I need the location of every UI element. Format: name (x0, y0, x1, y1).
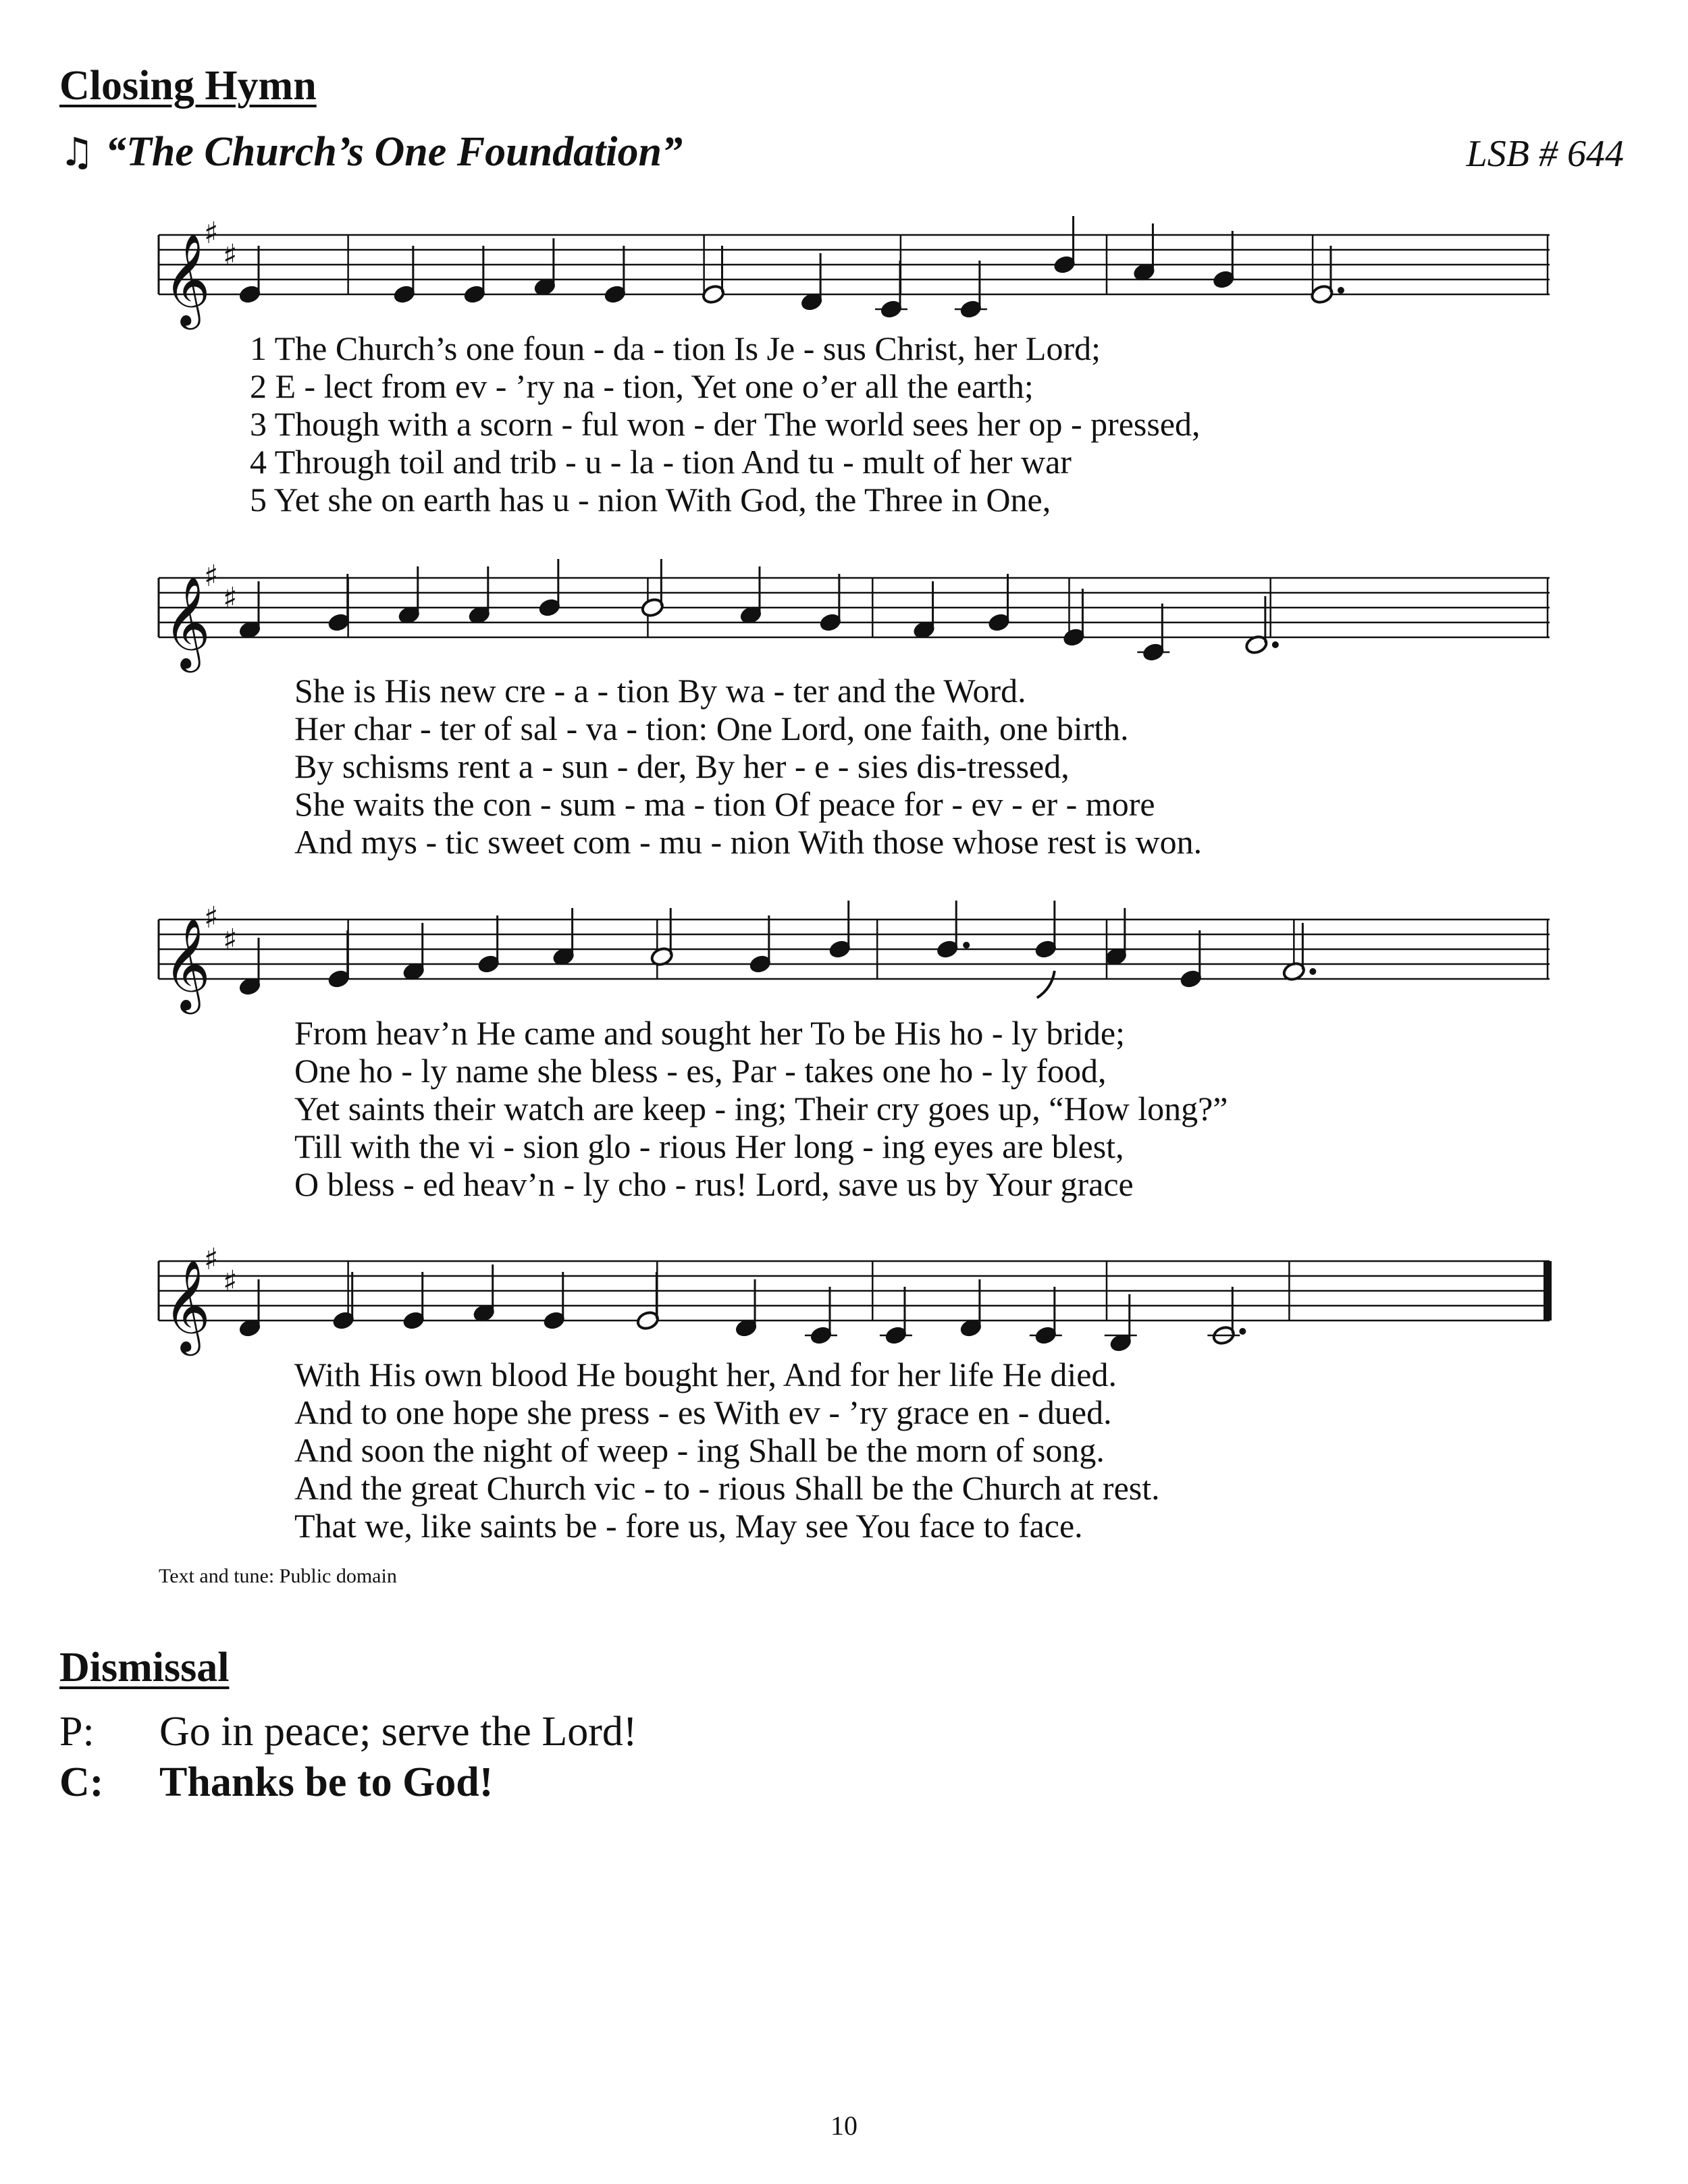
lyric-line: She waits the con - sum - ma - tion Of peace for - ev - er - more (294, 785, 1155, 823)
lyrics-system-4 (294, 1356, 1160, 1545)
note (402, 1272, 426, 1331)
lyric-line: One ho - ly name she bless - es, Par - takes one ho - ly food, (294, 1052, 1107, 1090)
note (875, 261, 907, 320)
lyrics-system-1 (250, 329, 1201, 518)
note (1179, 930, 1203, 990)
lyric-line: Till with the vi - sion glo - rious Her long - ing eyes are blest, (294, 1127, 1124, 1165)
note (739, 566, 763, 626)
lyric-line: She is His new cre - a - tion By wa - ter and the Word. (294, 672, 1026, 710)
note (986, 574, 1011, 633)
sharp-icon: ♯ (223, 1264, 238, 1299)
treble-clef-icon: 𝄞 (163, 232, 211, 325)
note (327, 930, 351, 990)
speaker-label: P: (59, 1709, 95, 1755)
lyric-line: From heav’n He came and sought her To be His ho - ly bride; (294, 1014, 1126, 1052)
hymn-title (59, 128, 683, 176)
lyric-line: And to one hope she press - es With ev - ’ry grace en - dued. (294, 1393, 1112, 1431)
lyrics-system-3 (294, 1014, 1228, 1203)
lyric-line: And soon the night of weep - ing Shall be the morn of song. (294, 1431, 1105, 1469)
note (1211, 231, 1236, 290)
note (472, 1264, 496, 1324)
note (1282, 923, 1316, 982)
lyric-line: With His own blood He bought her, And for her life He died. (294, 1356, 1117, 1393)
speaker-label: C: (59, 1759, 104, 1805)
note (537, 559, 562, 618)
lyric-line: 2 E - lect from ev - ’ry na - tion, Yet one o’er all the earth; (250, 367, 1034, 405)
note (955, 261, 987, 320)
lyric-line: That we, like saints be - fore us, May see You face to face. (294, 1507, 1083, 1545)
note (238, 938, 262, 997)
note (1207, 1287, 1246, 1346)
note (959, 1279, 983, 1339)
music-note-icon: ♫ (59, 129, 95, 175)
note (542, 1272, 566, 1331)
dismissal-text: Go in peace; serve the Lord! (159, 1709, 637, 1755)
lyric-line: 5 Yet she on earth has u - nion With God, the Three in One, (250, 481, 1051, 518)
dismissal-pastor-line (59, 1708, 637, 1756)
lyric-line: And mys - tic sweet com - mu - nion With those whose rest is won. (294, 823, 1203, 861)
note (533, 238, 557, 298)
sharp-icon: ♯ (204, 901, 219, 935)
sharp-icon: ♯ (223, 923, 238, 957)
lyric-line: 3 Though with a scorn - ful won - der The world sees her op - pressed, (250, 405, 1201, 443)
lyric-line: 4 Through toil and trib - u - la - tion And tu - mult of her war (250, 443, 1072, 481)
closing-hymn-heading: Closing Hymn (59, 63, 317, 109)
note (1137, 604, 1169, 663)
note (650, 908, 674, 967)
note (734, 1279, 758, 1339)
lyric-line: By schisms rent a - sun - der, By her - e - sies dis-tressed, (294, 747, 1070, 785)
note (1061, 589, 1086, 648)
sharp-icon: ♯ (204, 1242, 219, 1277)
note (935, 901, 970, 960)
sharp-icon: ♯ (223, 581, 238, 616)
note (603, 246, 627, 305)
dismissal-congregation-line (59, 1759, 493, 1807)
note (477, 915, 501, 975)
lyric-line: 1 The Church’s one foun - da - tion Is Je - sus Christ, her Lord; (250, 329, 1101, 367)
staff-system-1 (155, 203, 1553, 351)
hymnal-number: LSB # 644 (1466, 133, 1624, 175)
note (818, 574, 843, 633)
note (1105, 1294, 1137, 1354)
note (552, 908, 576, 967)
dismissal-text: Thanks be to God! (159, 1759, 494, 1805)
note (332, 1272, 356, 1331)
note (238, 246, 262, 305)
sharp-icon: ♯ (204, 216, 219, 250)
note (880, 1287, 912, 1346)
note (1053, 216, 1077, 275)
staff-system-3 (155, 887, 1553, 1036)
note (402, 923, 426, 982)
treble-clef-icon: 𝄞 (163, 575, 211, 668)
staff-system-4 (155, 1229, 1553, 1377)
note (805, 1287, 837, 1346)
lyric-line: Her char - ter of sal - va - tion: One Lord, one faith, one birth. (294, 710, 1129, 747)
note (238, 1279, 262, 1339)
sharp-icon: ♯ (204, 559, 219, 593)
lyrics-system-2 (294, 672, 1202, 861)
note (1030, 1287, 1062, 1346)
hymn-title-text: “The Church’s One Foundation” (105, 129, 683, 175)
note (467, 566, 492, 626)
note (1034, 901, 1058, 998)
note (828, 901, 852, 960)
dismissal-heading: Dismissal (59, 1645, 230, 1690)
note (463, 246, 487, 305)
treble-clef-icon: 𝄞 (163, 1258, 211, 1352)
page-number: 10 (830, 2110, 858, 2141)
note (912, 581, 937, 641)
note (748, 915, 772, 975)
lyric-line: Yet saints their watch are keep - ing; Their cry goes up, “How long?” (294, 1090, 1228, 1127)
note (1132, 223, 1156, 283)
note (640, 559, 664, 618)
note (1310, 246, 1344, 305)
note (1244, 596, 1279, 656)
note (799, 253, 824, 313)
note (397, 566, 421, 626)
lyric-line: And the great Church vic - to - rious Shall be the Church at rest. (294, 1469, 1160, 1507)
treble-clef-icon: 𝄞 (163, 917, 211, 1010)
note (327, 574, 351, 633)
note (238, 581, 262, 641)
lyric-line: O bless - ed heav’n - ly cho - rus! Lord, save us by Your grace (294, 1165, 1134, 1203)
note (392, 246, 417, 305)
note (635, 1272, 660, 1331)
sharp-icon: ♯ (223, 238, 238, 273)
copyright-note: Text and tune: Public domain (159, 1565, 397, 1587)
